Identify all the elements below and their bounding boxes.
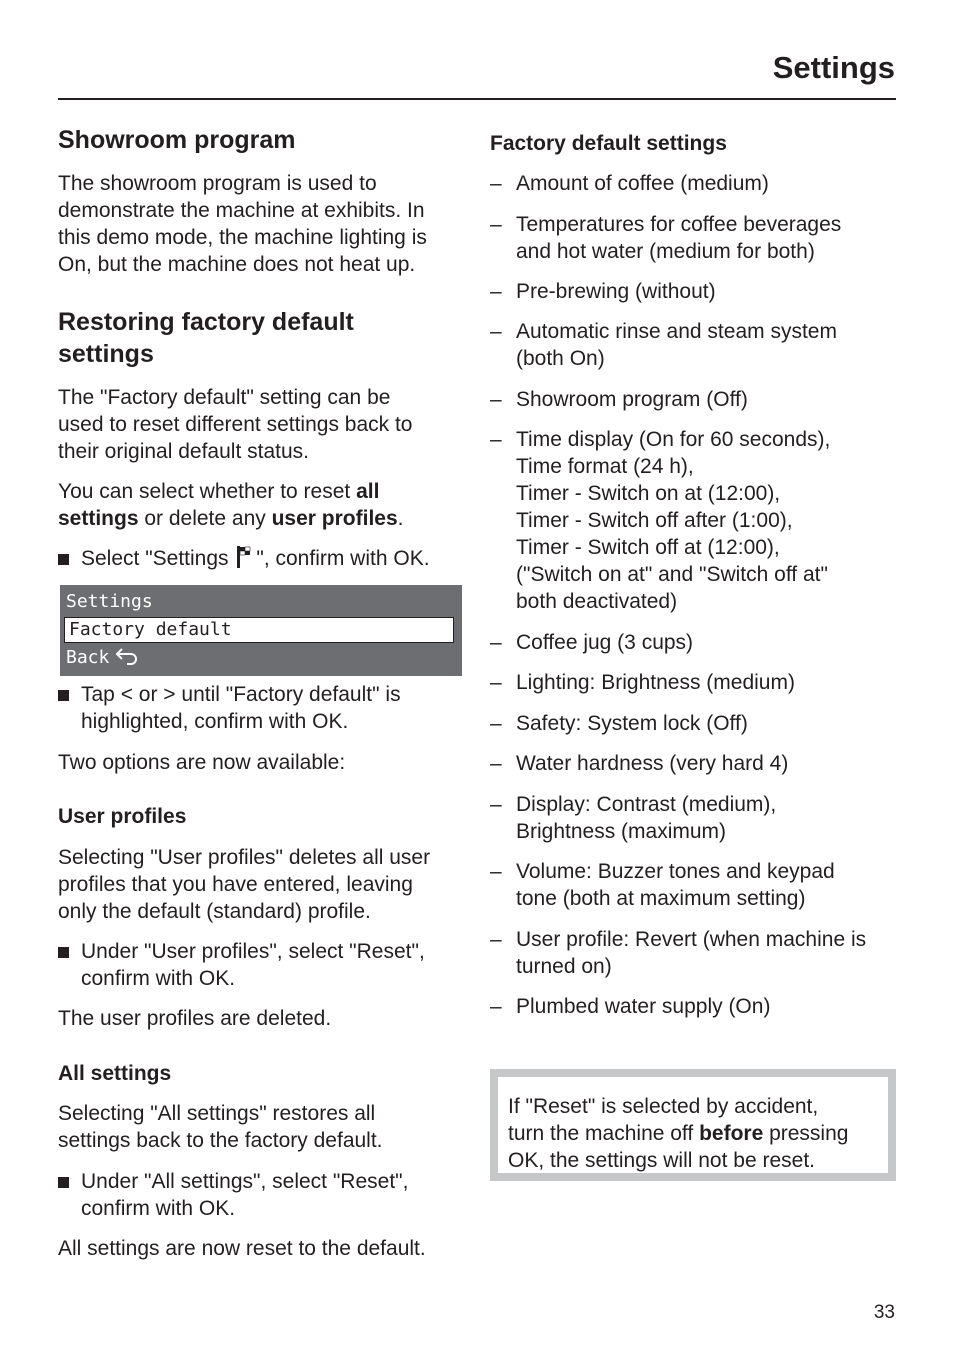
bullet-square — [58, 1177, 69, 1188]
text-line: Temperatures for coffee beverages — [516, 213, 842, 236]
text-run: ", confirm with OK. — [256, 547, 430, 570]
text-line: The showroom program is used to — [58, 172, 377, 195]
text-run: You can select whether to reset — [58, 480, 357, 503]
list-dash: – — [490, 631, 502, 654]
text-line: Timer - Switch on at (12:00), — [516, 482, 781, 505]
text-line: confirm with OK. — [81, 967, 236, 990]
text-line: User profile: Revert (when machine is — [516, 928, 867, 951]
text-line: Time display (On for 60 seconds), — [516, 428, 831, 451]
text-line: Safety: System lock (Off) — [516, 712, 748, 735]
text-run: . — [397, 507, 404, 530]
display-selected-item: Factory default — [64, 617, 454, 643]
text-line: OK, the settings will not be reset. — [508, 1149, 815, 1172]
page-title: Settings — [772, 50, 895, 85]
text-line: On, but the machine does not heat up. — [58, 253, 416, 276]
header-divider — [58, 98, 896, 100]
note-text — [498, 1077, 888, 1173]
default-setting-item — [490, 710, 900, 737]
text-run: pressing — [763, 1122, 849, 1145]
default-setting-item — [490, 170, 900, 197]
bold-text: settings — [58, 507, 139, 530]
user-profiles-text — [58, 844, 430, 925]
text-line: Time format (24 h), — [516, 455, 694, 478]
bullet-square — [58, 690, 69, 701]
default-setting-item — [490, 858, 900, 912]
text-line: Automatic rinse and steam system — [516, 320, 837, 343]
default-setting-item — [490, 386, 900, 413]
text-line: Water hardness (very hard 4) — [516, 752, 789, 775]
page-number: 33 — [873, 1302, 895, 1323]
showroom-heading: Showroom program — [58, 126, 296, 154]
text-run: Select "Settings — [81, 547, 235, 570]
list-dash: – — [490, 793, 502, 816]
list-dash: – — [490, 172, 502, 195]
list-dash: – — [490, 928, 502, 951]
list-dash: – — [490, 428, 502, 451]
text-run: or delete any — [138, 507, 272, 530]
text-line: If "Reset" is selected by accident, — [508, 1095, 819, 1118]
text-line: Display: Contrast (medium), — [516, 793, 777, 816]
default-setting-item — [490, 669, 900, 696]
list-dash: – — [490, 712, 502, 735]
showroom-text — [58, 170, 427, 278]
text-line: Lighting: Brightness (medium) — [516, 671, 795, 694]
back-arrow-icon — [115, 647, 139, 665]
user-profiles-heading: User profiles — [58, 805, 187, 828]
text-line: both deactivated) — [516, 590, 678, 613]
list-dash: – — [490, 280, 502, 303]
default-setting-item — [490, 629, 900, 656]
all-settings-text — [58, 1100, 383, 1154]
instruction-all-settings-reset — [58, 1168, 408, 1222]
display-title: Settings — [66, 591, 153, 612]
text-line: demonstrate the machine at exhibits. In — [58, 199, 425, 222]
text-line: tone (both at maximum setting) — [516, 887, 806, 910]
bold-text: user profiles — [271, 507, 398, 530]
text-line: highlighted, confirm with OK. — [81, 710, 349, 733]
default-setting-item — [490, 426, 900, 615]
heading-line: settings — [58, 340, 154, 368]
list-dash: – — [490, 860, 502, 883]
text-line: Under "All settings", select "Reset", — [81, 1170, 409, 1193]
text-run: turn the machine off — [508, 1122, 700, 1145]
all-settings-result: All settings are now reset to the default. — [58, 1237, 426, 1260]
list-dash: – — [490, 388, 502, 411]
list-dash: – — [490, 671, 502, 694]
text-line: Volume: Buzzer tones and keypad — [516, 860, 835, 883]
default-setting-item — [490, 791, 900, 845]
list-dash: – — [490, 752, 502, 775]
text-line: Amount of coffee (medium) — [516, 172, 769, 195]
text-line: their original default status. — [58, 440, 309, 463]
text-line: Pre-brewing (without) — [516, 280, 716, 303]
instruction-tap-arrows — [58, 681, 401, 735]
text-line: confirm with OK. — [81, 1197, 236, 1220]
text-line: Under "User profiles", select "Reset", — [81, 940, 425, 963]
text-line: profiles that you have entered, leaving — [58, 873, 413, 896]
reset-choice-text — [58, 478, 404, 532]
default-setting-item — [490, 926, 900, 980]
text-line: Timer - Switch off at (12:00), — [516, 536, 780, 559]
list-dash: – — [490, 213, 502, 236]
text-line: (both On) — [516, 347, 605, 370]
bold-text: all — [356, 480, 380, 503]
all-settings-heading: All settings — [58, 1062, 172, 1085]
default-setting-item — [490, 278, 900, 305]
text-line: used to reset different settings back to — [58, 413, 413, 436]
default-setting-item — [490, 318, 900, 372]
options-text: Two options are now available: — [58, 751, 346, 774]
text-line: Plumbed water supply (On) — [516, 995, 771, 1018]
text-line: only the default (standard) profile. — [58, 900, 371, 923]
text-line: ("Switch on at" and "Switch off at" — [516, 563, 828, 586]
heading-line: Restoring factory default — [58, 308, 354, 336]
restoring-heading — [58, 306, 354, 370]
text-line: Selecting "User profiles" deletes all user — [58, 846, 431, 869]
text-line: The "Factory default" setting can be — [58, 386, 391, 409]
default-setting-item — [490, 993, 900, 1020]
text-line: Showroom program (Off) — [516, 388, 748, 411]
display-screen — [60, 585, 462, 676]
bold-text: before — [699, 1122, 764, 1145]
text-line: this demo mode, the machine lighting is — [58, 226, 427, 249]
restoring-text — [58, 384, 413, 465]
text-line: Timer - Switch off after (1:00), — [516, 509, 793, 532]
default-setting-item — [490, 750, 900, 777]
text-line: settings back to the factory default. — [58, 1129, 383, 1152]
text-line: Tap < or > until "Factory default" is — [81, 683, 401, 706]
text-line: turned on) — [516, 955, 612, 978]
user-profiles-result: The user profiles are deleted. — [58, 1007, 332, 1030]
list-dash: – — [490, 320, 502, 343]
note-box — [490, 1069, 896, 1181]
bullet-square — [58, 554, 69, 565]
list-dash: – — [490, 995, 502, 1018]
default-setting-item — [490, 211, 900, 265]
text-line: and hot water (medium for both) — [516, 240, 815, 263]
display-back-label: Back — [66, 647, 110, 668]
instruction-user-profiles-reset — [58, 938, 425, 992]
text-line: Coffee jug (3 cups) — [516, 631, 694, 654]
text-line: Selecting "All settings" restores all — [58, 1102, 376, 1125]
text-line: Brightness (maximum) — [516, 820, 727, 843]
flag-icon — [236, 545, 254, 569]
bullet-square — [58, 947, 69, 958]
factory-defaults-heading: Factory default settings — [490, 132, 727, 155]
instruction-select-settings — [58, 545, 430, 572]
display-back-item — [66, 645, 139, 671]
